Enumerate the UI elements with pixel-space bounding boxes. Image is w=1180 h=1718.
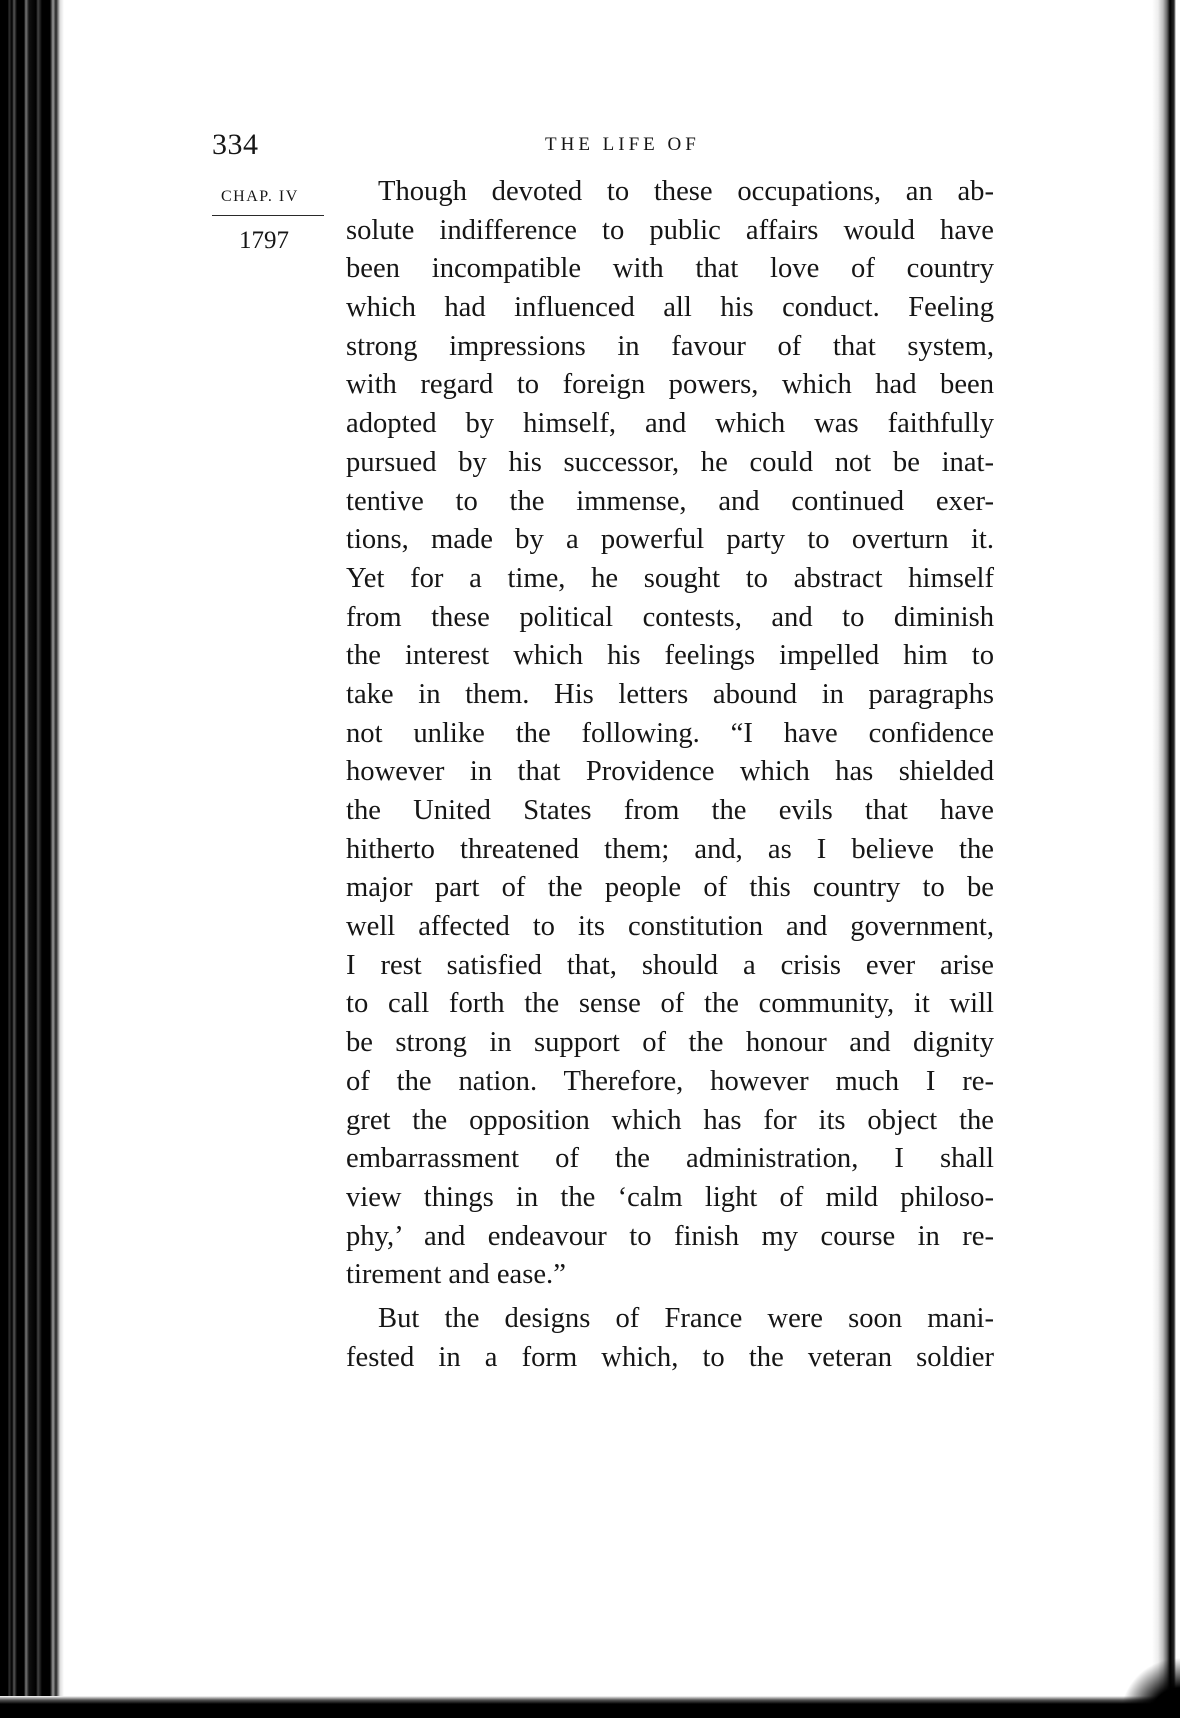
scan-binding-edge xyxy=(0,0,64,1718)
text-line: pursued by his successor, he could not be inat- xyxy=(346,446,994,478)
text-line: fested in a form which, to the veteran soldier xyxy=(346,1341,994,1373)
text-line: solute indifference to public affairs would have xyxy=(346,214,994,246)
text-line: of the nation. Therefore, however much I re- xyxy=(346,1065,994,1097)
text-line: the interest which his feelings impelled him to xyxy=(346,640,994,672)
body-text xyxy=(346,173,994,1377)
text-line: not unlike the following. “I have confidence xyxy=(346,717,994,749)
scan-right-edge xyxy=(1152,0,1180,1718)
text-line: tirement and ease.” xyxy=(346,1259,566,1291)
text-line: view things in the ‘calm light of mild philoso- xyxy=(346,1181,994,1213)
text-line: hitherto threatened them; and, as I believe the xyxy=(346,833,994,865)
text-line: take in them. His letters abound in paragraphs xyxy=(346,678,994,710)
text-line: embarrassment of the administration, I shall xyxy=(346,1143,994,1175)
text-line: strong impressions in favour of that system, xyxy=(346,330,994,362)
text-line: tentive to the immense, and continued exer- xyxy=(346,485,994,517)
scan-corner-shadow xyxy=(1120,1658,1180,1718)
text-line: be strong in support of the honour and dignity xyxy=(346,1027,994,1059)
text-line: been incompatible with that love of country xyxy=(346,253,994,285)
text-line: however in that Providence which has shielded xyxy=(346,756,994,788)
page-number: 334 xyxy=(212,128,259,161)
text-line: adopted by himself, and which was faithfully xyxy=(346,408,994,440)
scan-bottom-edge xyxy=(0,1696,1180,1718)
text-line: I rest satisfied that, should a crisis ever arise xyxy=(346,949,994,981)
text-line: with regard to foreign powers, which had been xyxy=(346,369,994,401)
margin-year: 1797 xyxy=(239,227,289,254)
text-line: major part of the people of this country to be xyxy=(346,872,994,904)
text-line: But the designs of France were soon mani- xyxy=(378,1302,994,1334)
text-line: Though devoted to these occupations, an ab- xyxy=(378,176,994,207)
text-line: the United States from the evils that have xyxy=(346,795,994,826)
text-line: well affected to its constitution and government, xyxy=(346,911,994,943)
margin-chapter-label: CHAP. IV xyxy=(221,188,299,205)
margin-divider xyxy=(212,215,324,216)
text-line: gret the opposition which has for its object the xyxy=(346,1104,994,1136)
text-line: which had influenced all his conduct. Feeling xyxy=(346,292,994,324)
running-head: THE LIFE OF xyxy=(545,134,700,155)
text-line: from these political contests, and to diminish xyxy=(346,601,994,633)
text-line: to call forth the sense of the community, it will xyxy=(346,988,994,1020)
text-line: tions, made by a powerful party to overturn it. xyxy=(346,524,994,556)
text-line: phy,’ and endeavour to finish my course in re- xyxy=(346,1220,994,1252)
text-line: Yet for a time, he sought to abstract himself xyxy=(346,562,994,594)
